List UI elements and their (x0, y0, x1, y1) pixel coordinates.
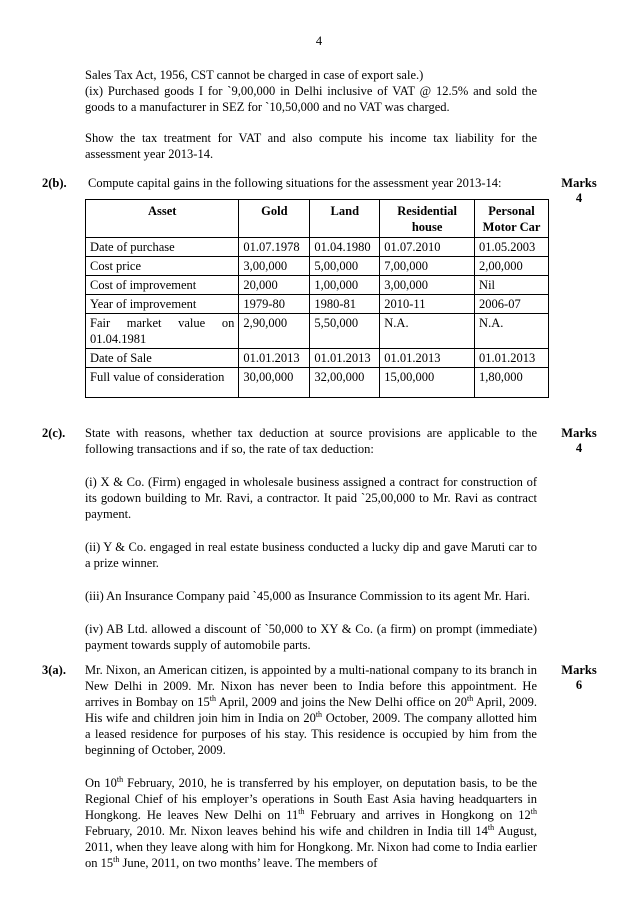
table-header-row (86, 200, 549, 238)
capital-gains-table (85, 199, 549, 398)
table-cell: 2010-11 (380, 295, 475, 314)
marks-value: 4 (575, 191, 583, 205)
table-cell: 01.01.2013 (475, 349, 549, 368)
question-2b-text: Compute capital gains in the following situations for the assessment year 2013-14: (88, 176, 502, 190)
table-cell: 5,00,000 (310, 257, 380, 276)
table-row (86, 257, 549, 276)
text-run: February, 2010. Mr. Nixon leaves behind his wife and children in India till 14 (85, 824, 488, 838)
table-cell: 2,00,000 (475, 257, 549, 276)
ordinal-suffix: th (113, 854, 120, 864)
table-cell: 01.07.1978 (239, 238, 310, 257)
table-cell: 20,000 (239, 276, 310, 295)
table-row (86, 314, 549, 349)
table-cell: 2,90,000 (239, 314, 310, 349)
marks-3a (556, 663, 602, 693)
table-cell: Full value of consideration (86, 368, 239, 398)
text-run: Mr. Nixon, an American citizen, is appointed by a multi-national company to its branch in New Delhi in 2009. Mr. Nixon has never been to India before this appointment. He arrives in Bombay on 15 (85, 663, 537, 709)
marks-label: Marks (561, 176, 597, 190)
table-cell: 1,00,000 (310, 276, 380, 295)
text-run: February and arrives in Hongkong on 12 (304, 808, 531, 822)
header-asset: Asset (86, 200, 239, 238)
table-cell: 01.07.2010 (380, 238, 475, 257)
text-run: April, 2009 and joins the New Delhi office on 20 (216, 695, 467, 709)
table-cell: Year of improvement (86, 295, 239, 314)
table-cell: 1,80,000 (475, 368, 549, 398)
marks-value: 6 (575, 678, 583, 692)
marks-2c (556, 426, 602, 456)
question-3a-paragraph-2 (85, 775, 537, 871)
question-number-3a: 3(a). (42, 663, 66, 677)
text-run: October, 2009. The company allotted him a leased residence for purposes of his stay. This residence is occupied by him from the beginning of October, 2009. (85, 711, 537, 757)
table-row (86, 349, 549, 368)
question-2c-intro: State with reasons, whether tax deduction at source provisions are applicable to the following transactions and if so, the rate of tax deduction: (85, 426, 537, 456)
header-gold: Gold (239, 200, 310, 238)
table-cell: 30,00,000 (239, 368, 310, 398)
question-number-2b: 2(b). (42, 176, 67, 190)
table-cell: Date of purchase (86, 238, 239, 257)
question-3a-paragraph-1 (85, 662, 537, 758)
table-cell: 01.01.2013 (310, 349, 380, 368)
table-cell: 01.04.1980 (310, 238, 380, 257)
question-2c-item: (ii) Y & Co. engaged in real estate business conducted a lucky dip and gave Maruti car to a prize winner. (85, 540, 537, 570)
table-cell: 3,00,000 (239, 257, 310, 276)
table-row (86, 295, 549, 314)
header-residential-house: Residential house (380, 200, 475, 238)
question-2c-item: (iv) AB Ltd. allowed a discount of `50,000 to XY & Co. (a firm) on prompt (immediate) payment towards supply of automobile parts. (85, 622, 537, 652)
table-cell: 3,00,000 (380, 276, 475, 295)
table-cell: Fair market value on 01.04.1981 (86, 314, 239, 349)
marks-label: Marks (561, 426, 597, 440)
table-cell: 01.01.2013 (380, 349, 475, 368)
question-3a-body (85, 662, 537, 871)
carryover-item-ix: (ix) Purchased goods I for `9,00,000 in Delhi inclusive of VAT @ 12.5% and sold the goods to a manufacturer in SEZ for `10,50,000 and no VAT was charged. (85, 84, 537, 114)
text-run: April, 2009. His wife and children join him in India on 20 (85, 695, 537, 725)
text-run: June, 2011, on two months’ leave. The members of (119, 856, 378, 870)
table-cell: Date of Sale (86, 349, 239, 368)
table-cell: 5,50,000 (310, 314, 380, 349)
marks-value: 4 (575, 441, 583, 455)
question-2c-item: (i) X & Co. (Firm) engaged in wholesale business assigned a contract for construction of its godown building to Mr. Ravi, a contractor. It paid `25,00,000 to Mr. Ravi as contract payment. (85, 475, 537, 521)
table-cell: 15,00,000 (380, 368, 475, 398)
question-2c-body (85, 425, 537, 653)
question-2c-item: (iii) An Insurance Company paid `45,000 as Insurance Commission to its agent Mr. Hari. (85, 589, 531, 603)
table-cell: 1979-80 (239, 295, 310, 314)
marks-label: Marks (561, 663, 597, 677)
carryover-instruction: Show the tax treatment for VAT and also compute his income tax liability for the assessment year 2013-14. (85, 131, 537, 161)
table-cell: N.A. (380, 314, 475, 349)
table-row (86, 276, 549, 295)
table-cell: 2006-07 (475, 295, 549, 314)
table-cell: Cost of improvement (86, 276, 239, 295)
page-number: 4 (315, 34, 323, 48)
table-cell: Nil (475, 276, 549, 295)
table-row (86, 368, 549, 398)
question-number-2c: 2(c). (42, 426, 66, 440)
ordinal-suffix: th (209, 693, 217, 703)
ordinal-suffix: th (466, 693, 474, 703)
ordinal-suffix: th (487, 822, 495, 832)
text-run: August, 2011, when they leave along with him for Hongkong. Mr. Nixon had come to India earlier on 15 (85, 824, 537, 870)
text-run: On 10 (85, 776, 117, 790)
text-run: February, 2010, he is transferred by his employer, on deputation basis, to be the Regional Chief of his employer’s operations in South East Asia having headquarters in Hongkong. He leaves New Delhi on 11 (85, 776, 537, 822)
ordinal-suffix: th (116, 774, 124, 784)
table-cell: 01.05.2003 (475, 238, 549, 257)
header-personal-motor-car: Personal Motor Car (475, 200, 549, 238)
table-cell: N.A. (475, 314, 549, 349)
table-cell: 01.01.2013 (239, 349, 310, 368)
carryover-text (85, 67, 537, 162)
table-cell: Cost price (86, 257, 239, 276)
ordinal-suffix: th (530, 806, 537, 816)
table-row (86, 238, 549, 257)
ordinal-suffix: th (315, 709, 323, 719)
table-cell: 32,00,000 (310, 368, 380, 398)
marks-2b (556, 176, 602, 206)
table-cell: 1980-81 (310, 295, 380, 314)
header-land: Land (310, 200, 380, 238)
ordinal-suffix: th (298, 806, 305, 816)
table-cell: 7,00,000 (380, 257, 475, 276)
carryover-line: Sales Tax Act, 1956, CST cannot be charged in case of export sale.) (85, 68, 424, 82)
